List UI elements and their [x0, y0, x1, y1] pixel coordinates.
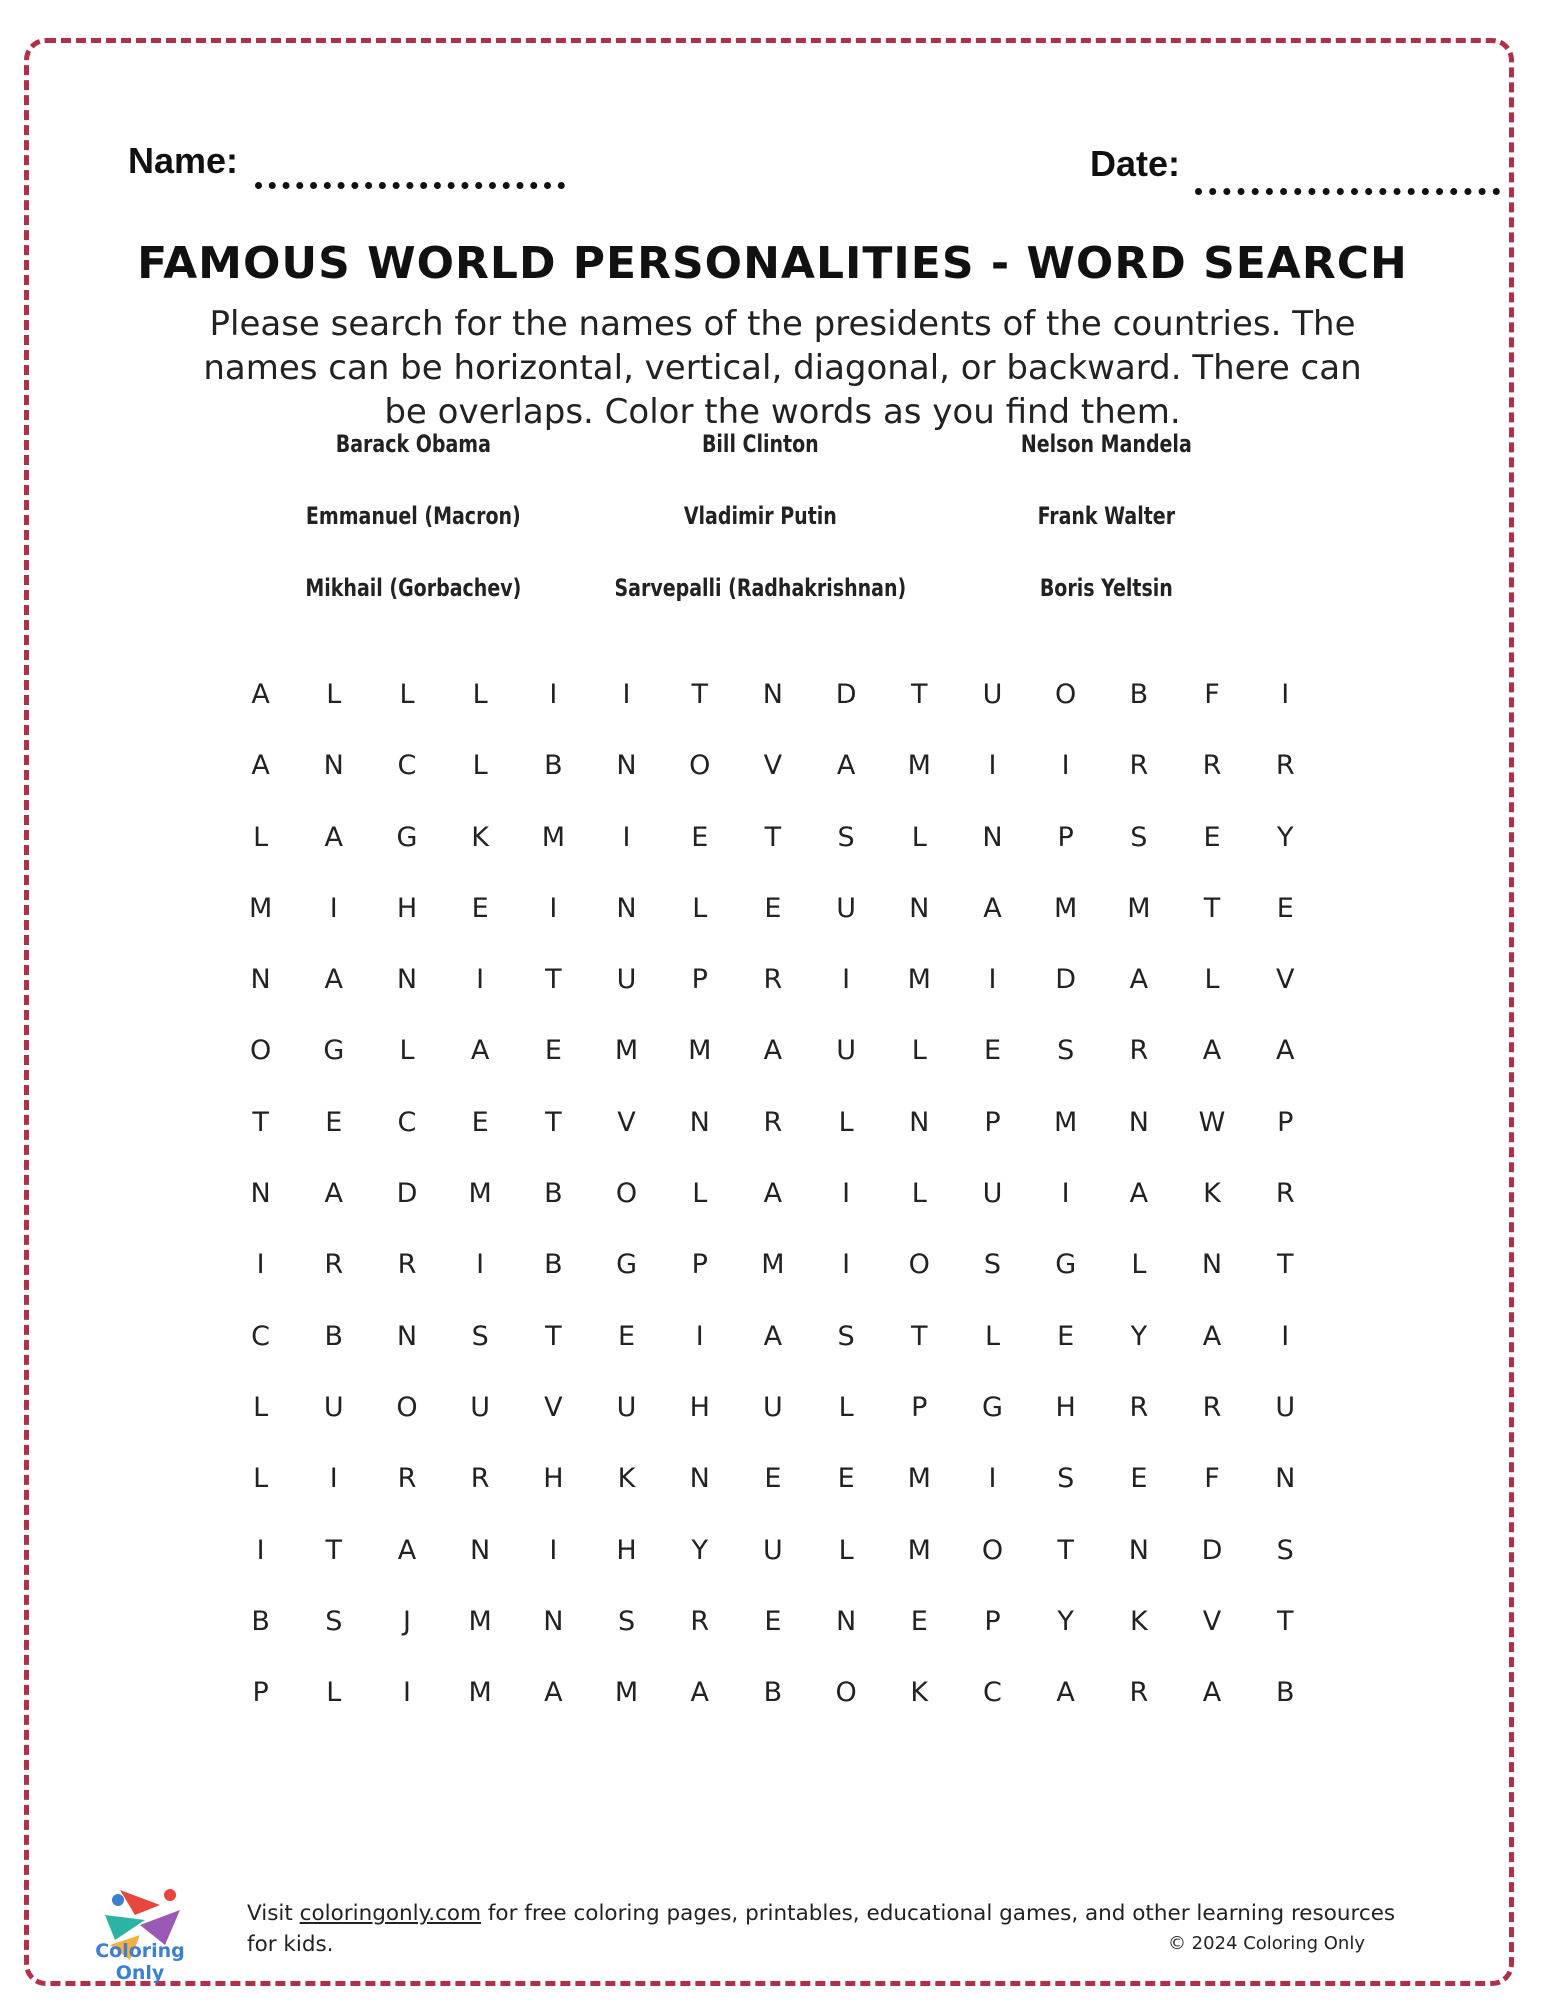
grid-letter[interactable]: E — [764, 1605, 782, 1637]
grid-letter[interactable]: O — [396, 1391, 418, 1423]
grid-letter[interactable]: N — [1128, 1534, 1149, 1566]
grid-letter[interactable]: V — [617, 1106, 636, 1138]
grid-letter[interactable]: A — [324, 964, 344, 996]
grid-letter[interactable]: C — [983, 1677, 1002, 1709]
grid-letter[interactable]: T — [1057, 1534, 1074, 1566]
grid-letter[interactable]: J — [402, 1605, 411, 1637]
grid-letter[interactable]: S — [1057, 1463, 1075, 1495]
grid-letter[interactable]: L — [326, 679, 342, 710]
grid-letter[interactable]: A — [470, 1035, 490, 1067]
name-field[interactable] — [255, 182, 565, 189]
grid-letter[interactable]: I — [549, 892, 558, 924]
grid-letter[interactable]: F — [1204, 1463, 1220, 1495]
grid-letter[interactable]: E — [691, 821, 709, 853]
grid-letter[interactable]: N — [909, 892, 930, 924]
grid-letter[interactable]: H — [543, 1463, 564, 1495]
grid-letter[interactable]: T — [911, 1320, 928, 1352]
grid-letter[interactable]: E — [1203, 821, 1221, 853]
grid-letter[interactable]: A — [544, 1677, 563, 1709]
grid-letter[interactable]: O — [981, 1534, 1004, 1566]
grid-letter[interactable]: E — [1276, 892, 1294, 924]
grid-letter[interactable]: A — [1129, 964, 1149, 996]
grid-letter[interactable]: B — [544, 750, 563, 782]
grid-letter[interactable]: E — [983, 1035, 1001, 1067]
grid-letter[interactable]: G — [396, 821, 418, 853]
grid-letter[interactable]: P — [691, 964, 708, 996]
grid-letter[interactable]: N — [689, 1463, 710, 1495]
grid-letter[interactable]: H — [616, 1534, 637, 1566]
grid-letter[interactable]: D — [835, 679, 857, 710]
grid-letter[interactable]: R — [690, 1605, 710, 1637]
grid-letter[interactable]: S — [471, 1320, 489, 1352]
grid-letter[interactable]: U — [616, 1391, 637, 1423]
grid-letter[interactable]: A — [836, 750, 856, 782]
grid-letter[interactable]: E — [544, 1035, 562, 1067]
grid-letter[interactable]: R — [397, 1463, 417, 1495]
grid-letter[interactable]: I — [842, 1249, 851, 1281]
grid-letter[interactable]: R — [1275, 750, 1295, 782]
grid-letter[interactable]: L — [838, 1391, 854, 1423]
grid-letter[interactable]: M — [468, 1677, 492, 1709]
grid-letter[interactable]: S — [837, 821, 855, 853]
grid-letter[interactable]: R — [1129, 750, 1149, 782]
grid-letter[interactable]: L — [911, 1178, 927, 1210]
grid-letter[interactable]: I — [1061, 1178, 1070, 1210]
footer-visit-prefix: Visit — [247, 1901, 300, 1926]
grid-letter[interactable]: B — [763, 1677, 783, 1709]
grid-letter[interactable]: A — [1202, 1035, 1222, 1067]
grid-letter[interactable]: T — [911, 679, 928, 710]
grid-letter[interactable]: U — [1275, 1391, 1296, 1423]
grid-letter[interactable]: W — [1198, 1106, 1226, 1138]
grid-letter[interactable]: E — [764, 892, 782, 924]
grid-letter[interactable]: U — [616, 964, 637, 996]
grid-letter[interactable]: I — [622, 821, 631, 853]
grid-letter[interactable]: M — [468, 1178, 492, 1210]
grid-letter[interactable]: S — [1057, 1035, 1075, 1067]
word-list-item: Nelson Mandela — [1021, 430, 1193, 458]
grid-letter[interactable]: C — [397, 750, 417, 782]
grid-letter[interactable]: L — [472, 750, 488, 782]
grid-letter[interactable]: I — [402, 1677, 411, 1709]
grid-letter[interactable]: R — [763, 964, 783, 996]
grid-letter[interactable]: R — [1129, 1035, 1149, 1067]
grid-letter[interactable]: Y — [1130, 1320, 1148, 1352]
word-list-item: Emmanuel (Macron) — [305, 502, 521, 530]
grid-letter[interactable]: V — [1202, 1605, 1222, 1637]
grid-letter[interactable]: B — [1275, 1677, 1295, 1709]
grid-letter[interactable]: D — [1201, 1534, 1223, 1566]
grid-letter[interactable]: N — [616, 750, 637, 782]
grid-letter[interactable]: C — [251, 1320, 271, 1352]
grid-letter[interactable]: N — [543, 1605, 564, 1637]
grid-letter[interactable]: H — [1055, 1391, 1076, 1423]
grid-letter[interactable]: U — [470, 1391, 491, 1423]
grid-letter[interactable]: S — [1276, 1534, 1294, 1566]
grid-letter[interactable]: L — [1131, 1249, 1147, 1281]
grid-letter[interactable]: A — [1056, 1677, 1075, 1709]
grid-letter[interactable]: D — [396, 1178, 418, 1210]
word-list — [240, 430, 1280, 646]
grid-letter[interactable]: I — [549, 679, 558, 710]
grid-letter[interactable]: L — [399, 1035, 415, 1067]
grid-letter[interactable]: I — [256, 1534, 265, 1566]
grid-letter[interactable]: E — [618, 1320, 636, 1352]
grid-letter[interactable]: M — [907, 964, 931, 996]
grid-letter[interactable]: L — [838, 1534, 854, 1566]
grid-letter[interactable]: R — [397, 1249, 417, 1281]
grid-letter[interactable]: S — [617, 1605, 636, 1637]
grid-letter[interactable]: O — [615, 1178, 638, 1210]
grid-letter[interactable]: N — [323, 750, 344, 782]
grid-letter[interactable]: U — [323, 1391, 344, 1423]
grid-letter[interactable]: I — [695, 1320, 704, 1352]
grid-letter[interactable]: N — [835, 1605, 857, 1637]
grid-letter[interactable]: P — [691, 1249, 708, 1281]
worksheet-title: FAMOUS WORLD PERSONALITIES - WORD SEARCH — [137, 238, 1408, 289]
grid-letter[interactable]: Y — [691, 1534, 708, 1566]
grid-letter[interactable]: E — [325, 1106, 343, 1138]
grid-letter[interactable]: T — [325, 1534, 343, 1566]
grid-letter[interactable]: N — [470, 1534, 491, 1566]
grid-letter[interactable]: L — [911, 1035, 927, 1067]
grid-letter[interactable]: T — [252, 1106, 269, 1138]
grid-letter[interactable]: B — [324, 1320, 344, 1352]
grid-letter[interactable]: A — [397, 1534, 417, 1566]
grid-letter[interactable]: M — [907, 1463, 931, 1495]
grid-letter[interactable]: T — [1276, 1605, 1294, 1637]
name-label: Name: — [128, 140, 239, 181]
grid-letter[interactable]: H — [689, 1391, 710, 1423]
grid-letter[interactable]: I — [842, 1178, 851, 1210]
grid-letter[interactable]: I — [549, 1534, 558, 1566]
grid-letter[interactable]: T — [764, 821, 782, 853]
grid-letter[interactable]: N — [689, 1106, 710, 1138]
grid-letter[interactable]: P — [984, 1106, 1001, 1138]
grid-letter[interactable]: E — [471, 1106, 489, 1138]
logo-text: Coloring Only — [95, 1940, 185, 1984]
grid-letter[interactable]: I — [1061, 750, 1070, 782]
grid-letter[interactable]: U — [763, 1534, 783, 1566]
grid-letter[interactable]: B — [544, 1178, 563, 1210]
grid-letter[interactable]: I — [476, 964, 485, 996]
grid-letter[interactable]: P — [1057, 821, 1074, 853]
grid-letter[interactable]: E — [1130, 1463, 1148, 1495]
date-label: Date: — [1090, 143, 1181, 184]
grid-letter[interactable]: E — [764, 1463, 782, 1495]
grid-letter[interactable]: R — [1202, 750, 1222, 782]
grid-letter[interactable]: D — [1055, 964, 1077, 996]
grid-letter[interactable]: L — [326, 1677, 342, 1709]
grid-letter[interactable]: N — [762, 679, 783, 710]
grid-letter[interactable]: K — [1203, 1178, 1221, 1210]
grid-letter[interactable]: I — [988, 964, 997, 996]
grid-letter[interactable]: Y — [1276, 821, 1294, 853]
grid-letter[interactable]: V — [1275, 964, 1295, 996]
grid-letter[interactable]: P — [1277, 1106, 1294, 1138]
grid-letter[interactable]: N — [982, 821, 1003, 853]
grid-letter[interactable]: I — [329, 892, 338, 924]
grid-letter[interactable]: I — [988, 1463, 997, 1495]
grid-letter[interactable]: M — [614, 1677, 639, 1709]
grid-letter[interactable]: R — [763, 1106, 783, 1138]
grid-letter[interactable]: R — [1129, 1391, 1149, 1423]
grid-letter[interactable]: I — [988, 750, 997, 782]
grid-letter[interactable]: N — [909, 1106, 930, 1138]
grid-letter[interactable]: A — [1129, 1178, 1149, 1210]
grid-letter[interactable]: V — [544, 1391, 563, 1423]
grid-letter[interactable]: A — [763, 1320, 783, 1352]
grid-letter[interactable]: L — [253, 821, 269, 853]
grid-letter[interactable]: I — [256, 1249, 265, 1281]
grid-letter[interactable]: S — [325, 1605, 343, 1637]
grid-letter[interactable]: E — [471, 892, 489, 924]
grid-letter[interactable]: H — [396, 892, 418, 924]
grid-letter[interactable]: T — [545, 964, 562, 996]
grid-letter[interactable]: B — [251, 1605, 270, 1637]
grid-letter[interactable]: B — [1129, 679, 1149, 710]
grid-letter[interactable]: M — [541, 821, 565, 853]
grid-letter[interactable]: L — [692, 1178, 708, 1210]
instructions-text: Please search for the names of the presidents of the countries. The names can be horizontal, vertical, diagonal, or backward. There can be overlaps. Color the words as you find them. — [203, 304, 1362, 432]
grid-letter[interactable]: A — [1275, 1035, 1295, 1067]
grid-letter[interactable]: O — [689, 750, 711, 782]
grid-letter[interactable]: L — [838, 1106, 854, 1138]
grid-letter[interactable]: L — [399, 679, 415, 710]
grid-letter[interactable]: E — [837, 1463, 855, 1495]
letter-grid — [224, 670, 1322, 1739]
grid-letter[interactable]: L — [472, 679, 488, 710]
grid-letter[interactable]: A — [251, 750, 270, 782]
grid-letter[interactable]: M — [907, 750, 931, 782]
grid-letter[interactable]: O — [1055, 679, 1077, 710]
grid-letter[interactable]: C — [397, 1106, 417, 1138]
footer-visit-suffix: for free coloring pages, printables, educational games, and other learning resources for kids. — [247, 1901, 1396, 1957]
grid-letter[interactable]: P — [911, 1391, 928, 1423]
grid-letter[interactable]: L — [692, 892, 708, 924]
grid-letter[interactable]: U — [982, 679, 1003, 710]
grid-letter[interactable]: L — [984, 1320, 1000, 1352]
grid-letter[interactable]: N — [1275, 1463, 1296, 1495]
grid-letter[interactable]: O — [835, 1677, 857, 1709]
grid-letter[interactable]: T — [545, 1320, 562, 1352]
grid-letter[interactable]: M — [248, 892, 273, 924]
grid-letter[interactable]: K — [1129, 1605, 1148, 1637]
word-list-item: Frank Walter — [1037, 502, 1176, 530]
grid-letter[interactable]: E — [1057, 1320, 1075, 1352]
grid-letter[interactable]: N — [250, 964, 271, 996]
grid-letter[interactable]: S — [983, 1249, 1002, 1281]
grid-letter[interactable]: L — [911, 821, 927, 853]
grid-letter[interactable]: N — [1201, 1249, 1223, 1281]
grid-letter[interactable]: I — [842, 964, 851, 996]
grid-letter[interactable]: G — [323, 1035, 345, 1067]
grid-letter[interactable]: N — [250, 1178, 271, 1210]
grid-letter[interactable]: M — [907, 1534, 931, 1566]
grid-letter[interactable]: R — [470, 1463, 490, 1495]
grid-letter[interactable]: U — [982, 1178, 1003, 1210]
grid-letter[interactable]: O — [908, 1249, 930, 1281]
grid-letter[interactable]: F — [1204, 679, 1220, 710]
grid-letter[interactable]: U — [763, 1391, 783, 1423]
grid-letter[interactable]: A — [763, 1035, 783, 1067]
grid-letter[interactable]: T — [545, 1106, 562, 1138]
grid-letter[interactable]: P — [984, 1605, 1001, 1637]
grid-letter[interactable]: K — [617, 1463, 636, 1495]
grid-letter[interactable]: R — [324, 1249, 344, 1281]
word-list-item: Mikhail (Gorbachev) — [305, 574, 522, 602]
grid-letter[interactable]: K — [910, 1677, 929, 1709]
grid-letter[interactable]: V — [763, 750, 783, 782]
date-field[interactable] — [1195, 188, 1500, 195]
grid-letter[interactable]: P — [252, 1677, 269, 1709]
grid-letter[interactable]: G — [982, 1391, 1003, 1423]
grid-letter[interactable]: G — [616, 1249, 637, 1281]
grid-letter[interactable]: T — [1276, 1249, 1294, 1281]
word-list-item: Bill Clinton — [701, 430, 819, 458]
grid-letter[interactable]: I — [1281, 679, 1290, 710]
grid-letter[interactable]: I — [622, 679, 631, 710]
coloringonly-link[interactable]: coloringonly.com — [299, 1901, 482, 1926]
grid-letter[interactable]: A — [251, 679, 270, 710]
grid-letter[interactable]: M — [1054, 892, 1078, 924]
grid-letter[interactable]: I — [329, 1463, 338, 1495]
word-list-item: Sarvepalli (Radhakrishnan) — [614, 574, 906, 602]
grid-letter[interactable]: M — [688, 1035, 712, 1067]
grid-letter[interactable]: N — [1128, 1106, 1149, 1138]
grid-letter[interactable]: O — [249, 1035, 272, 1067]
grid-letter[interactable]: M — [1054, 1106, 1078, 1138]
grid-letter[interactable]: L — [1204, 964, 1220, 996]
grid-letter[interactable]: S — [1130, 821, 1148, 853]
copyright-text: © 2024 Coloring Only — [1167, 1933, 1365, 1954]
grid-letter[interactable]: N — [616, 892, 637, 924]
grid-letter[interactable]: U — [836, 892, 856, 924]
grid-letter[interactable]: R — [1275, 1178, 1295, 1210]
grid-letter[interactable]: R — [1202, 1391, 1222, 1423]
grid-letter[interactable]: M — [761, 1249, 785, 1281]
grid-letter[interactable]: A — [324, 821, 344, 853]
grid-letter[interactable]: L — [253, 1391, 269, 1423]
word-list-item: Vladimir Putin — [683, 502, 837, 530]
grid-letter[interactable]: R — [1129, 1677, 1149, 1709]
grid-letter[interactable]: I — [476, 1249, 485, 1281]
grid-letter[interactable]: I — [1281, 1320, 1290, 1352]
grid-letter[interactable]: A — [1202, 1320, 1222, 1352]
grid-letter[interactable]: L — [253, 1463, 269, 1495]
word-list-item: Barack Obama — [335, 430, 491, 458]
grid-letter[interactable]: U — [836, 1035, 856, 1067]
word-list-item: Boris Yeltsin — [1040, 574, 1174, 602]
grid-letter[interactable]: A — [324, 1178, 344, 1210]
grid-letter[interactable]: S — [837, 1320, 855, 1352]
grid-letter[interactable]: A — [690, 1677, 709, 1709]
grid-letter[interactable]: M — [1127, 892, 1151, 924]
grid-letter[interactable]: N — [396, 1320, 418, 1352]
grid-letter[interactable]: T — [1203, 892, 1221, 924]
grid-letter[interactable]: A — [1202, 1677, 1222, 1709]
grid-letter[interactable]: Y — [1057, 1605, 1074, 1637]
grid-letter[interactable]: A — [983, 892, 1002, 924]
grid-letter[interactable]: K — [471, 821, 490, 853]
grid-letter[interactable]: B — [544, 1249, 563, 1281]
grid-letter[interactable]: A — [763, 1178, 783, 1210]
grid-letter[interactable]: N — [396, 964, 418, 996]
grid-letter[interactable]: T — [691, 679, 708, 710]
grid-letter[interactable]: M — [468, 1605, 492, 1637]
grid-letter[interactable]: E — [910, 1605, 928, 1637]
grid-letter[interactable]: G — [1055, 1249, 1077, 1281]
grid-letter[interactable]: M — [614, 1035, 639, 1067]
